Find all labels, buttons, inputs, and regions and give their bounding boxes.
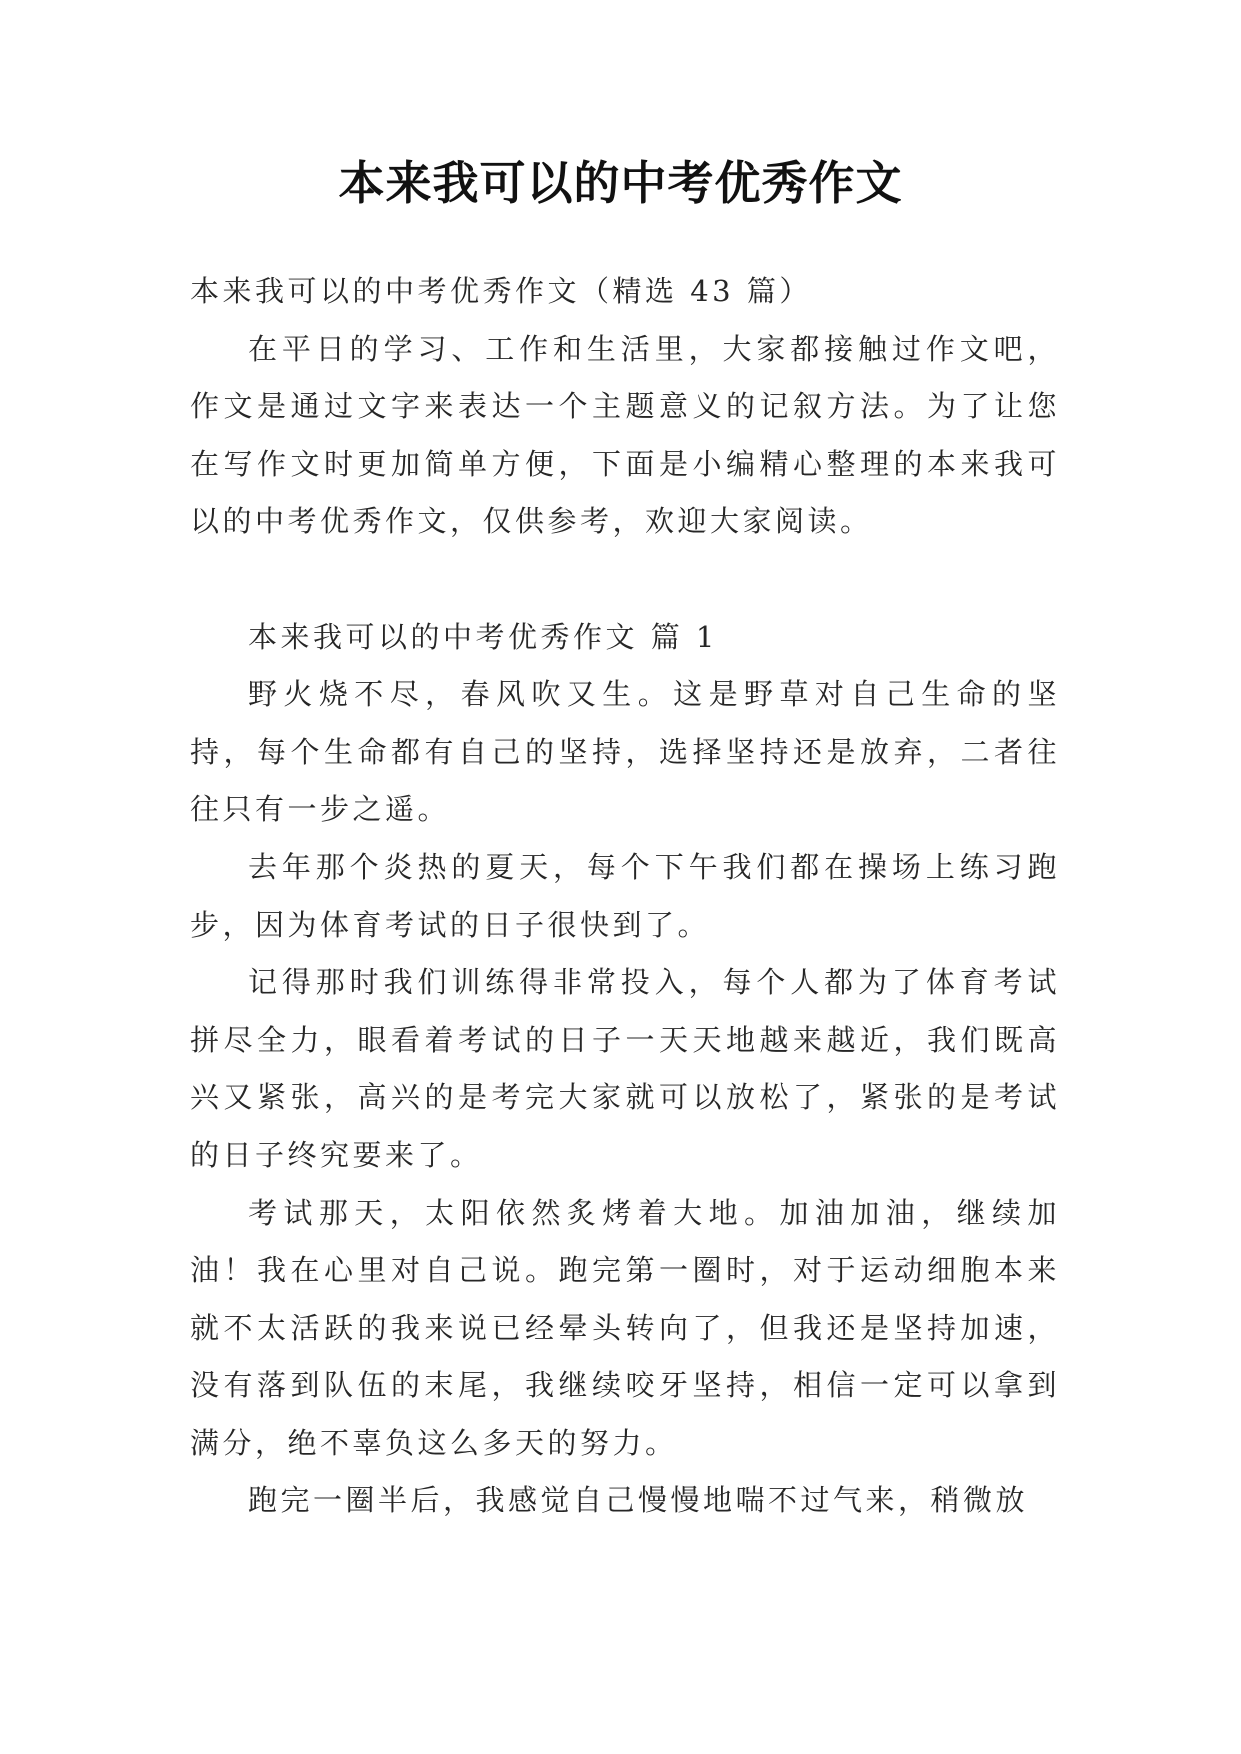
body-paragraph-2: 去年那个炎热的夏天，每个下午我们都在操场上练习跑步，因为体育考试的日子很快到了。 — [190, 849, 1060, 942]
section-heading: 本来我可以的中考优秀作文 篇 1 — [248, 619, 718, 654]
body-paragraph-1: 野火烧不尽，春风吹又生。这是野草对自己生命的坚持，每个生命都有自己的坚持，选择坚持还是放弃，二者往往只有一步之遥。 — [190, 677, 1060, 827]
paragraph-spacer — [190, 551, 1060, 609]
document-title: 本来我可以的中考优秀作文 — [338, 156, 903, 210]
body-paragraph-5: 跑完一圈半后，我感觉自己慢慢地喘不过气来，稍微放 — [248, 1483, 1029, 1518]
document-body — [190, 263, 1060, 1530]
intro-paragraph: 在平日的学习、工作和生活里，大家都接触过作文吧，作文是通过文字来表达一个主题意义的记叙方法。为了让您在写作文时更加简单方便，下面是小编精心整理的本来我可以的中考优秀作文，仅供参考，欢迎大家阅读。 — [190, 331, 1060, 539]
body-paragraph-4: 考试那天，太阳依然炙烤着大地。加油加油，继续加油！我在心里对自己说。跑完第一圈时，对于运动细胞本来就不太活跃的我来说已经晕头转向了，但我还是坚持加速，没有落到队伍的末尾，我继续咬牙坚持，相信一定可以拿到满分，绝不辜负这么多天的努力。 — [190, 1195, 1060, 1460]
body-paragraph-3: 记得那时我们训练得非常投入，每个人都为了体育考试拼尽全力，眼看着考试的日子一天天地越来越近，我们既高兴又紧张，高兴的是考完大家就可以放松了，紧张的是考试的日子终究要来了。 — [190, 965, 1060, 1172]
document-subtitle: 本来我可以的中考优秀作文（精选 43 篇） — [190, 274, 812, 308]
